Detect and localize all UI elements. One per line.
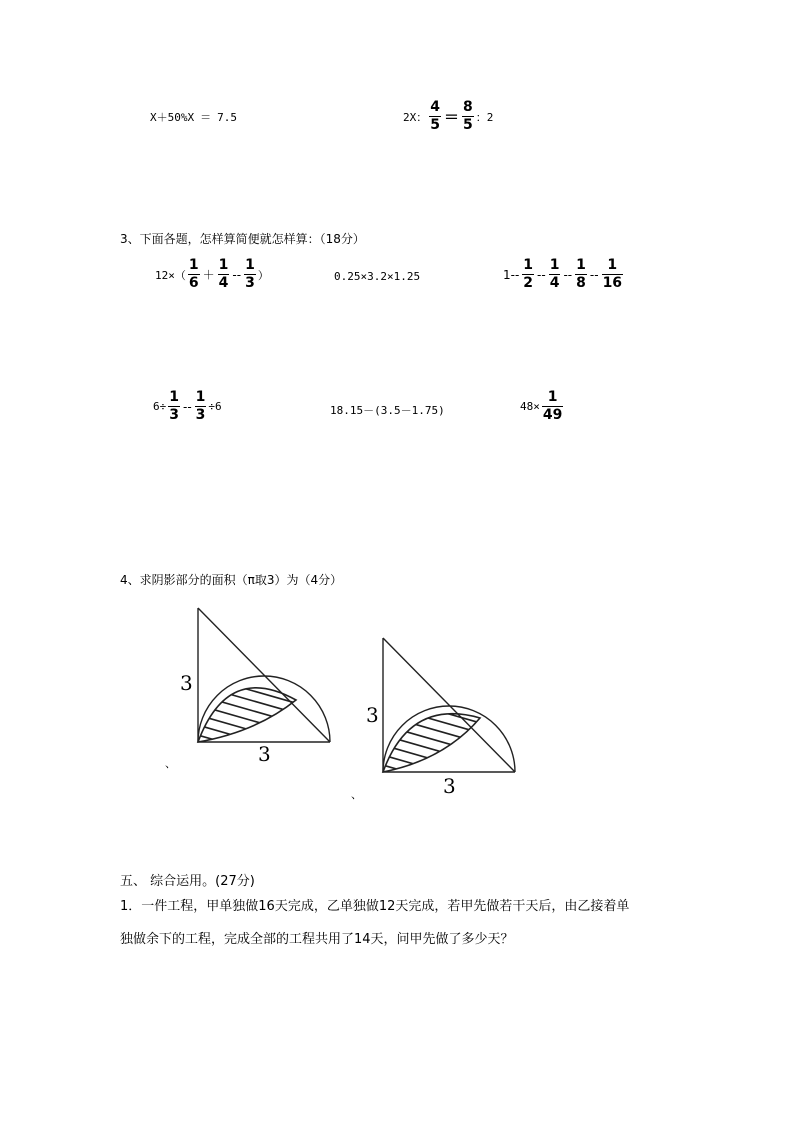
fig2-mark: 、	[351, 788, 362, 801]
eq1-equals: ＝	[200, 111, 212, 124]
q4-heading: 4、求阴影部分的面积（π取3）为（4分）	[120, 573, 343, 587]
fig2-base-label: 3	[443, 774, 456, 798]
eq2-tail: ：2	[475, 110, 494, 124]
q3-problem-3: 1-- $\frac{1}{2}$ -- $\frac{1}{4}$ -- $\frac{1}{8}$ -- $\frac{1}{16}$	[503, 257, 623, 291]
eq2-fraction-1: $\frac{4}{5}$	[430, 99, 440, 133]
fig2-side-label: 3	[366, 703, 379, 727]
fig1-side-label: 3	[180, 671, 193, 695]
eq1-rhs: 7.5	[217, 110, 237, 124]
q3-problem-1: 12×（ $\frac{1}{6}$ ＋ $\frac{1}{4}$ -- $\frac{1}{3}$ ）	[155, 257, 269, 291]
q3-problem-4: 6÷ $\frac{1}{3}$ -- $\frac{1}{3}$ ÷6	[153, 389, 222, 423]
q3-heading: 3、下面各题，怎样算简便就怎样算：（18分）	[120, 232, 365, 246]
section5-q1-line1: 1．一件工程，甲单独做16天完成，乙单独做12天完成，若甲先做若干天后，由乙接着单	[120, 899, 630, 914]
fig1-mark: 、	[165, 757, 176, 770]
section5-heading: 五、 综合运用。(27分)	[120, 874, 255, 889]
eq1-lhs: X＋50%X	[150, 111, 195, 124]
section5-q1-line2: 独做余下的工程，完成全部的工程共用了14天，问甲先做了多少天？	[120, 932, 514, 947]
figure-2	[351, 638, 515, 810]
figure-1	[165, 608, 330, 780]
fig1-base-label: 3	[258, 742, 271, 766]
q3-problem-2: 0.25×3.2×1.25	[334, 270, 421, 283]
eq2-lead: 2X：	[403, 110, 428, 124]
q3-problem-6: 48× $\frac{1}{49}$	[520, 389, 563, 423]
q3-problem-5: 18.15－(3.5－1.75)	[330, 404, 445, 417]
eq2-equals: ＝	[444, 108, 460, 126]
eq2-fraction-2: $\frac{8}{5}$	[463, 99, 473, 133]
